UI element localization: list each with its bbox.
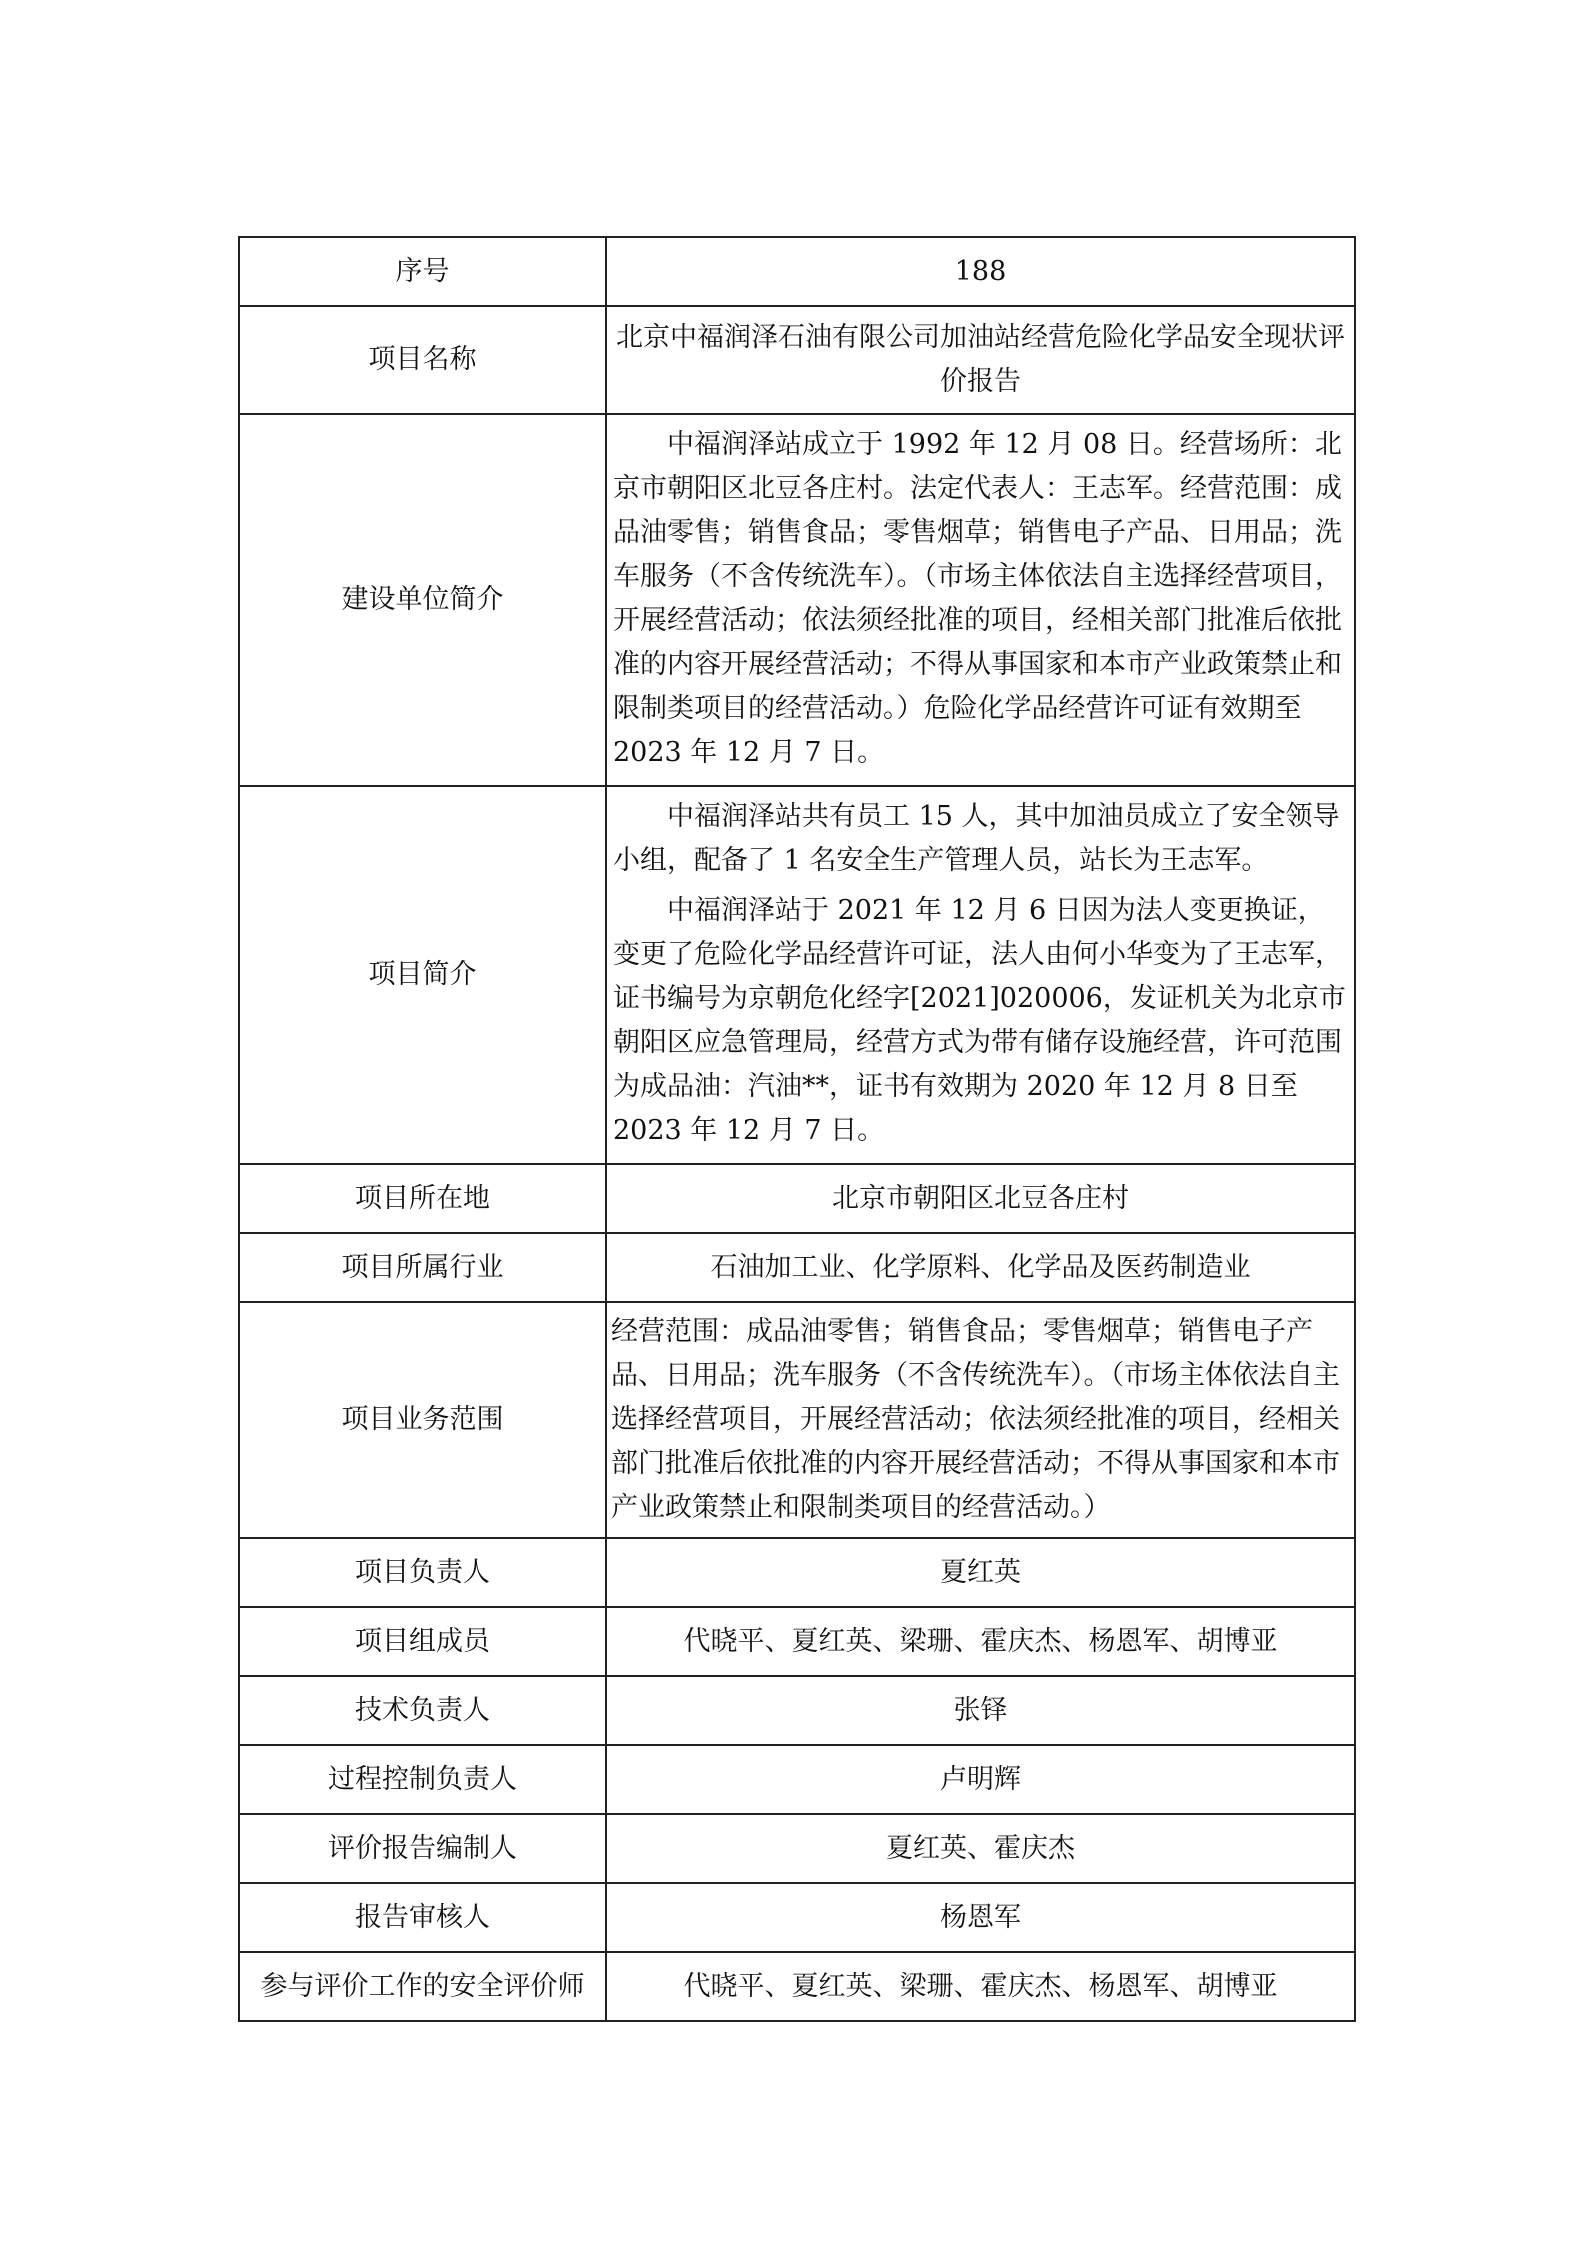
table-row-process-control-leader — [239, 1745, 1355, 1814]
row-label: 项目所属行业 — [239, 1233, 606, 1302]
table-row-report-author — [239, 1814, 1355, 1883]
project-name-value: 北京中福润泽石油有限公司加油站经营危险化学品安全现状评价报告 — [606, 306, 1355, 414]
row-label: 项目所在地 — [239, 1164, 606, 1233]
project-leader-value: 夏红英 — [606, 1538, 1355, 1607]
project-intro-paragraph: 中福润泽站于 2021 年 12 月 6 日因为法人变更换证，变更了危险化学品经营许可证，法人由何小华变为了王志军，证书编号为京朝危化经字[2021]020006，发证机关为北京市朝阳区应急管理局，经营方式为带有储存设施经营，许可范围为成品油：汽油**，证书有效期为 2020 年 12 月 8 日至 2023 年 12 月 7 日。 — [613, 895, 1346, 1146]
team-members-value: 代晓平、夏红英、梁珊、霍庆杰、杨恩军、胡博亚 — [606, 1607, 1355, 1676]
project-location-value: 北京市朝阳区北豆各庄村 — [606, 1164, 1355, 1233]
row-label: 技术负责人 — [239, 1676, 606, 1745]
table-row-team-members — [239, 1607, 1355, 1676]
table-row-project-name — [239, 306, 1355, 414]
row-label: 评价报告编制人 — [239, 1814, 606, 1883]
table-row-serial-number — [239, 237, 1355, 306]
table-row-project-industry — [239, 1233, 1355, 1302]
row-label: 项目负责人 — [239, 1538, 606, 1607]
table-row-company-intro — [239, 414, 1355, 786]
project-industry-value: 石油加工业、化学原料、化学品及医药制造业 — [606, 1233, 1355, 1302]
table-row-technical-leader — [239, 1676, 1355, 1745]
process-control-leader-value: 卢明辉 — [606, 1745, 1355, 1814]
safety-evaluators-value: 代晓平、夏红英、梁珊、霍庆杰、杨恩军、胡博亚 — [606, 1952, 1355, 2021]
row-label: 建设单位简介 — [239, 414, 606, 786]
serial-number-value: 188 — [606, 237, 1355, 306]
table-row-business-scope — [239, 1302, 1355, 1538]
row-label: 项目名称 — [239, 306, 606, 414]
company-intro-cell — [606, 414, 1355, 786]
table-row-project-leader — [239, 1538, 1355, 1607]
table-row-safety-evaluators — [239, 1952, 1355, 2021]
report-author-value: 夏红英、霍庆杰 — [606, 1814, 1355, 1883]
report-info-table — [238, 236, 1356, 2022]
table-row-project-location — [239, 1164, 1355, 1233]
row-label: 序号 — [239, 237, 606, 306]
table-row-project-intro — [239, 786, 1355, 1164]
technical-leader-value: 张铎 — [606, 1676, 1355, 1745]
project-intro-paragraph: 中福润泽站共有员工 15 人，其中加油员成立了安全领导小组，配备了 1 名安全生产管理人员，站长为王志军。 — [613, 801, 1340, 876]
project-intro-cell — [606, 786, 1355, 1164]
company-intro-paragraph: 中福润泽站成立于 1992 年 12 月 08 日。经营场所：北京市朝阳区北豆各庄村。法定代表人：王志军。经营范围：成品油零售；销售食品；零售烟草；销售电子产品、日用品；洗车服务（不含传统洗车）。（市场主体依法自主选择经营项目，开展经营活动；依法须经批准的项目，经相关部门批准后依批准的内容开展经营活动；不得从事国家和本市产业政策禁止和限制类项目的经营活动。）危险化学品经营许可证有效期至 2023 年 12 月 7 日。 — [613, 429, 1342, 768]
report-reviewer-value: 杨恩军 — [606, 1883, 1355, 1952]
row-label: 项目简介 — [239, 786, 606, 1164]
row-label: 过程控制负责人 — [239, 1745, 606, 1814]
table-row-report-reviewer — [239, 1883, 1355, 1952]
row-label: 报告审核人 — [239, 1883, 606, 1952]
row-label: 项目组成员 — [239, 1607, 606, 1676]
row-label: 项目业务范围 — [239, 1302, 606, 1538]
row-label: 参与评价工作的安全评价师 — [239, 1952, 606, 2021]
business-scope-value: 经营范围：成品油零售；销售食品；零售烟草；销售电子产品、日用品；洗车服务（不含传统洗车）。（市场主体依法自主选择经营项目，开展经营活动；依法须经批准的项目，经相关部门批准后依批准的内容开展经营活动；不得从事国家和本市产业政策禁止和限制类项目的经营活动。） — [606, 1302, 1355, 1538]
